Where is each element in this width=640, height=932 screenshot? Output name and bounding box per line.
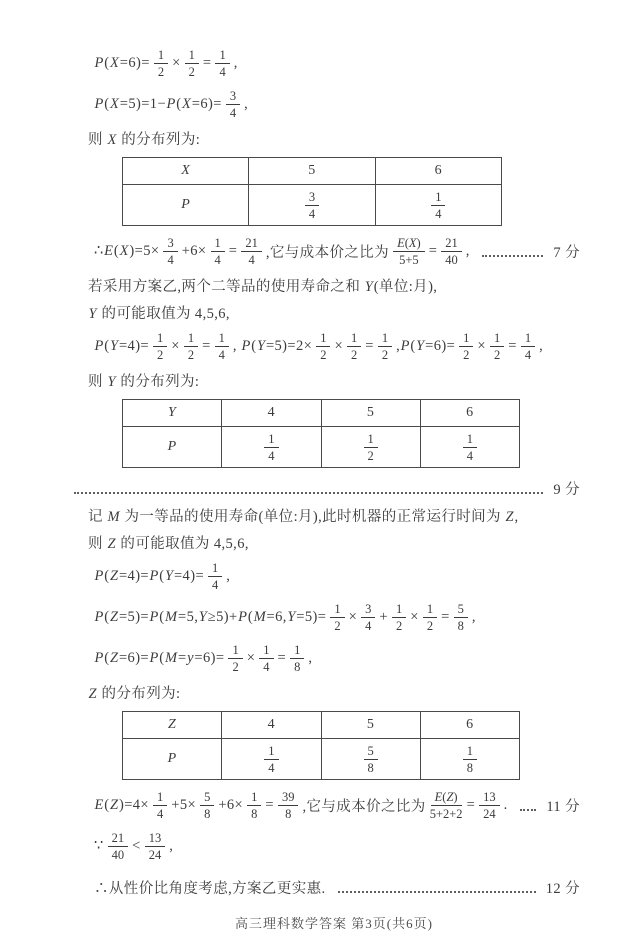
fraction-denominator: 8 (285, 807, 292, 821)
fraction-denominator: 4 (308, 206, 316, 221)
table-cell (249, 158, 375, 185)
math-text: × (246, 650, 256, 666)
fraction (200, 790, 214, 821)
math-text: ,它与成本价之比为 (302, 799, 426, 815)
table-cell (123, 158, 249, 185)
table-cell (123, 185, 249, 226)
fraction-denominator: 2 (381, 348, 389, 362)
score-label: 7 分 (553, 245, 580, 261)
math-text: , (308, 650, 313, 666)
fraction (316, 331, 330, 362)
fraction-denominator: 40 (445, 253, 458, 267)
fraction (364, 744, 378, 775)
fraction-denominator: 24 (483, 807, 496, 821)
fraction-numerator: 1 (215, 48, 229, 64)
fraction-denominator: 4 (268, 760, 275, 775)
fraction (490, 331, 504, 362)
fraction-numerator: 3 (305, 190, 319, 206)
math-text: × (477, 338, 486, 354)
math-text: 4 (267, 405, 276, 420)
fraction-numerator: 1 (211, 236, 225, 252)
fraction (215, 331, 229, 362)
fraction-denominator: 8 (251, 807, 258, 821)
dotted-leader (520, 806, 537, 811)
math-text: , (244, 96, 249, 112)
math-text: P(Y=4)= (94, 338, 150, 354)
table-cell (222, 739, 321, 780)
math-text: = (508, 338, 517, 354)
x-distribution-table (122, 157, 502, 226)
fraction (361, 602, 375, 633)
fraction-numerator: 1 (290, 643, 304, 659)
fraction (364, 432, 378, 463)
fraction (278, 790, 299, 821)
math-text: + (379, 609, 388, 625)
math-text: = (441, 609, 450, 625)
table-cell (375, 185, 501, 226)
fraction (264, 432, 278, 463)
math-text: , P(Y=5)=2× (232, 338, 313, 354)
fraction (441, 236, 462, 267)
fraction-numerator: 5 (364, 744, 378, 760)
math-text: × (334, 338, 344, 354)
fraction-numerator: 5 (200, 790, 214, 806)
fraction-numerator: 1 (423, 602, 437, 618)
table-cell (222, 400, 321, 427)
fraction-denominator: 8 (204, 807, 211, 821)
math-text: 则 Y 的分布列为: (88, 374, 200, 390)
math-text: Y (168, 405, 177, 420)
math-text: = (228, 243, 238, 259)
fraction (423, 602, 437, 633)
fraction-numerator: 1 (264, 432, 278, 448)
table-cell (249, 185, 375, 226)
table-cell (222, 427, 321, 468)
math-text: ∵ (94, 838, 104, 854)
math-text: ∴从性价比角度考虑,方案乙更实惠. (94, 881, 326, 897)
compare (94, 831, 580, 862)
fraction-denominator: 24 (148, 848, 162, 862)
x-table-intro (88, 130, 580, 150)
math-text: P(Z=6)=P(M=y=6)= (94, 650, 225, 666)
math-text: × (410, 609, 419, 625)
fraction-denominator: 8 (466, 760, 473, 775)
fraction-numerator: 13 (479, 790, 500, 806)
fraction-denominator: 2 (320, 348, 327, 362)
fraction-denominator: 2 (334, 619, 341, 633)
fraction-denominator: 2 (463, 348, 470, 362)
math-text: 4 (267, 717, 276, 732)
fraction-numerator: 1 (247, 790, 261, 806)
math-text: , (226, 568, 231, 584)
table-row (123, 185, 502, 226)
fraction (479, 790, 500, 821)
fraction-denominator: 2 (351, 348, 358, 362)
table-cell (420, 712, 519, 739)
math-text: Z 的分布列为: (88, 686, 181, 702)
answer-content (88, 48, 580, 903)
fraction (330, 602, 344, 633)
table-row (123, 427, 520, 468)
fraction (208, 561, 222, 592)
fraction-denominator: 4 (248, 253, 255, 267)
math-text: 5 (366, 717, 375, 732)
math-text: 6 (434, 163, 443, 178)
math-text: P (167, 439, 177, 454)
math-text: , (169, 838, 174, 854)
fraction (163, 236, 177, 267)
math-text: = (277, 650, 287, 666)
fraction-denominator: 8 (457, 619, 464, 633)
math-text: = (466, 797, 476, 813)
fraction-denominator: 4 (212, 578, 219, 592)
fraction (184, 331, 198, 362)
z-values (88, 534, 580, 554)
y-table-intro (88, 372, 580, 392)
fraction (211, 236, 225, 267)
fraction (247, 790, 261, 821)
math-text: = (202, 55, 212, 71)
fraction-denominator: 2 (157, 65, 165, 79)
fraction (392, 602, 406, 633)
fraction-denominator: 2 (395, 619, 403, 633)
fraction-denominator: 4 (524, 348, 532, 362)
fraction-denominator: 2 (187, 348, 195, 362)
y-values (88, 304, 580, 324)
fraction-numerator: 1 (153, 790, 167, 806)
fraction-numerator: 1 (490, 331, 504, 347)
score-label: 11 分 (546, 799, 580, 815)
dotted-leader (338, 888, 536, 893)
dotted-leader (482, 252, 544, 257)
fraction-denominator: 5+5 (399, 253, 419, 267)
fraction-numerator: 1 (184, 331, 198, 347)
math-text: ∴E(X)=5× (94, 243, 160, 259)
fraction-numerator: 1 (185, 48, 199, 64)
e-x (94, 236, 580, 267)
fraction-denominator: 2 (157, 348, 164, 362)
math-text: 则 X 的分布列为: (88, 132, 201, 148)
fraction-numerator: E(X) (393, 236, 425, 252)
p-y (94, 331, 580, 362)
fraction-numerator: 1 (259, 643, 273, 659)
fraction (521, 331, 535, 362)
fraction (430, 790, 463, 821)
math-text: +5× (171, 797, 197, 813)
table-cell (375, 158, 501, 185)
math-text: P(Z=4)=P(Y=4)= (94, 568, 205, 584)
z-table-intro (88, 684, 580, 704)
z-distribution-table (122, 711, 520, 780)
fraction-numerator: 3 (226, 89, 240, 105)
math-text: × (171, 338, 180, 354)
fraction-denominator: 4 (219, 65, 226, 79)
fraction (228, 643, 242, 674)
fraction-numerator: 21 (241, 236, 262, 252)
p-x-6 (94, 48, 580, 79)
fraction-numerator: 21 (441, 236, 462, 252)
fraction (108, 831, 129, 862)
math-text: × (172, 55, 181, 71)
math-text: × (348, 609, 358, 625)
fraction-denominator: 4 (167, 253, 174, 267)
e-z (94, 790, 580, 821)
math-text: = (365, 338, 374, 354)
score-label: 9 分 (553, 482, 580, 498)
fraction-numerator: 1 (153, 331, 167, 347)
fraction-numerator: 1 (316, 331, 330, 347)
p-z-5 (94, 602, 580, 633)
math-text: P(X=5)=1−P(X=6)= (94, 96, 222, 112)
fraction (226, 89, 240, 120)
fraction-denominator: 5+2+2 (429, 807, 463, 821)
table-row (123, 712, 520, 739)
table-row (123, 400, 520, 427)
fraction (153, 790, 167, 821)
fraction (347, 331, 361, 362)
table-cell (123, 427, 222, 468)
fraction-denominator: 2 (426, 619, 434, 633)
fraction-numerator: 1 (431, 190, 445, 206)
fraction (393, 236, 425, 267)
fraction-numerator: 1 (347, 331, 361, 347)
fraction (154, 48, 168, 79)
math-text: , (539, 338, 544, 354)
fraction (259, 643, 273, 674)
fraction-denominator: 2 (188, 65, 195, 79)
fraction-numerator: 39 (278, 790, 299, 806)
table-cell (123, 400, 222, 427)
conclusion (94, 872, 580, 903)
math-text: P (167, 751, 177, 766)
math-text: X (181, 163, 191, 178)
math-text: , (471, 609, 476, 625)
fraction-numerator: 1 (378, 331, 392, 347)
math-text: +6× (181, 243, 207, 259)
fraction-denominator: 8 (367, 760, 374, 775)
fraction-numerator: 3 (163, 236, 177, 252)
fraction (305, 190, 319, 221)
math-text: 6 (466, 717, 474, 732)
fraction (378, 331, 392, 362)
fraction (215, 48, 229, 79)
table-cell (420, 400, 519, 427)
fraction-numerator: 13 (145, 831, 166, 847)
math-text: < (132, 838, 141, 854)
fraction-denominator: 8 (294, 660, 301, 674)
fraction-denominator: 4 (466, 448, 473, 463)
math-text: = (202, 338, 211, 354)
math-text: 5 (366, 405, 375, 420)
fraction-denominator: 2 (367, 448, 374, 463)
table-cell (321, 427, 420, 468)
score-9 (62, 478, 580, 499)
table-row (123, 739, 520, 780)
fraction-numerator: 1 (392, 602, 406, 618)
math-text: ,它与成本价之比为 (265, 245, 390, 261)
table-cell (321, 400, 420, 427)
math-text: 5 (308, 163, 316, 178)
fraction-numerator: 3 (361, 602, 375, 618)
fraction-denominator: 2 (494, 348, 501, 362)
fraction (463, 744, 477, 775)
math-text: P(Z=5)=P(M=5,Y≥5)+P(M=6,Y=5)= (94, 609, 327, 625)
math-text: E(Z)=4× (94, 797, 150, 813)
fraction-numerator: 1 (521, 331, 535, 347)
fraction-numerator: 1 (459, 331, 473, 347)
fraction (185, 48, 199, 79)
fraction-denominator: 4 (435, 206, 442, 221)
table-cell (123, 712, 222, 739)
fraction-denominator: 4 (157, 807, 164, 821)
fraction-denominator: 4 (263, 660, 270, 674)
math-text: 记 M 为一等品的使用寿命(单位:月),此时机器的正常运行时间为 Z, (88, 509, 519, 525)
fraction-numerator: 1 (215, 331, 229, 347)
page-footer: 高三理科数学答案 第3页(共6页) (235, 916, 433, 931)
m-intro (88, 507, 580, 527)
math-text: Y 的可能取值为 4,5,6, (88, 306, 230, 322)
math-text: P (181, 197, 191, 212)
fraction (463, 432, 477, 463)
fraction (264, 744, 278, 775)
fraction-numerator: 1 (330, 602, 344, 618)
fraction (145, 831, 166, 862)
math-text: 则 Z 的可能取值为 4,5,6, (88, 536, 249, 552)
fraction-denominator: 4 (229, 106, 237, 120)
math-text: P(X=6)= (94, 55, 150, 71)
fraction (431, 190, 445, 221)
fraction-numerator: 1 (463, 744, 477, 760)
math-text: 6 (466, 405, 474, 420)
math-text: Z (168, 717, 177, 732)
fraction-denominator: 4 (214, 253, 221, 267)
y-distribution-table (122, 399, 520, 468)
p-x-5 (94, 89, 580, 120)
fraction-numerator: 1 (364, 432, 378, 448)
math-text: = (265, 797, 274, 813)
fraction (241, 236, 262, 267)
math-text: , (233, 55, 238, 71)
fraction (290, 643, 304, 674)
table-cell (222, 712, 321, 739)
math-text: +6× (218, 797, 244, 813)
fraction-numerator: E(Z) (431, 790, 462, 806)
fraction-denominator: 4 (218, 348, 225, 362)
fraction (454, 602, 468, 633)
fraction (459, 331, 473, 362)
fraction-numerator: 5 (454, 602, 468, 618)
fraction-numerator: 1 (154, 48, 168, 64)
math-text: = (428, 243, 438, 259)
dotted-leader (74, 489, 543, 494)
fraction-numerator: 1 (264, 744, 278, 760)
p-z-4 (94, 561, 580, 592)
table-row (123, 158, 502, 185)
fraction-denominator: 40 (111, 848, 125, 862)
table-cell (321, 712, 420, 739)
fraction (153, 331, 167, 362)
math-text: 若采用方案乙,两个二等品的使用寿命之和 Y(单位:月), (88, 279, 438, 295)
fraction-denominator: 2 (232, 660, 239, 674)
fraction-denominator: 4 (268, 448, 275, 463)
fraction-numerator: 1 (208, 561, 222, 577)
math-text: . (503, 797, 508, 813)
fraction-numerator: 21 (108, 831, 129, 847)
fraction-numerator: 1 (228, 643, 242, 659)
math-text: , (465, 243, 470, 259)
p-z-6 (94, 643, 580, 674)
table-cell (420, 427, 519, 468)
table-cell (321, 739, 420, 780)
table-cell (420, 739, 519, 780)
fraction-numerator: 1 (463, 432, 477, 448)
score-label: 12 分 (545, 881, 580, 897)
table-cell (123, 739, 222, 780)
math-text: ,P(Y=6)= (396, 338, 456, 354)
fraction-denominator: 4 (365, 619, 372, 633)
plan-b-intro (88, 277, 580, 297)
